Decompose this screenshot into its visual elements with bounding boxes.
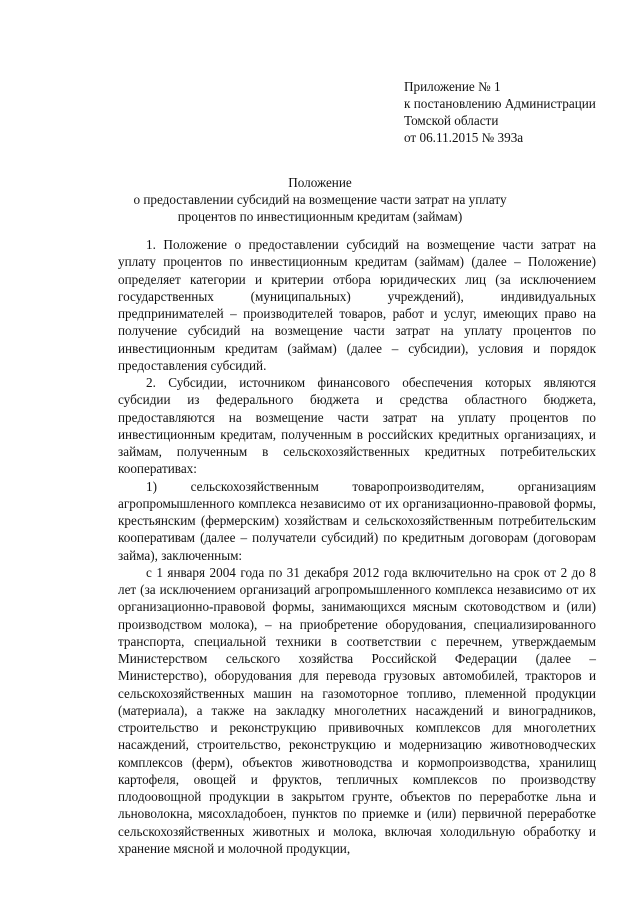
appendix-header — [404, 78, 634, 146]
paragraph-2: 2. Субсидии, источником финансового обеспечения которых являются субсидии из федерального бюджета и средства областного бюджета, предоставляются на возмещение части затрат на уплату процентов по инвестиционным кредитам, полученным в российских кредитных организациях, и займам, полученным в сельскохозяйственных кредитных потребительских кооперативах: — [118, 375, 596, 477]
paragraph-1: 1. Положение о предоставлении субсидий на возмещение части затрат на уплату процентов по инвестиционным кредитам (займам) (далее – Положение) определяет категории и критерии отбора юридических лиц (за исключением государственных (муниципальных) учреждений), индивидуальных предпринимателей – производителей товаров, работ и услуг, имеющих право на получение субсидий на возмещение части затрат на уплату процентов по инвестиционным кредитам (займам) (далее – субсидии), условия и порядок предоставления субсидий. — [118, 237, 596, 373]
title-line-2: о предоставлении субсидий на возмещение части затрат на уплату — [133, 192, 507, 207]
appendix-line-1: Приложение № 1 — [404, 79, 501, 94]
paragraph-4: с 1 января 2004 года по 31 декабря 2012 года включительно на срок от 2 до 8 лет (за исключением организаций агропромышленного комплекса независимо от их организационно-правовой формы, занимающихся мясным скотоводством и (или) производством молока), – на приобретение оборудования, специализированного транспорта, специальной техники в соответствии с перечнем, утверждаемым Министерством сельского хозяйства Российской Федерации (далее – Министерство), оборудования для перевода грузовых автомобилей, тракторов и сельскохозяйственных машин на газомоторное топливо, племенной продукции (материала), а также на закладку многолетних насаждений и виноградников, строительство и реконструкцию прививочных комплексов для многолетних насаждений, строительство, реконструкцию и модернизацию животноводческих комплексов (ферм), объектов животноводства и кормопроизводства, хранилищ картофеля, овощей и фруктов, тепличных комплексов по производству плодоовощной продукции в закрытом грунте, объектов по переработке льна и льноволокна, мясохладобоен, пунктов по приемке и (или) первичной переработке сельскохозяйственных животных и молока, включая холодильную обработку и хранение мясной и молочной продукции, — [118, 564, 596, 856]
paragraph-3: 1) сельскохозяйственным товаропроизводителям, организациям агропромышленного комплекса независимо от их организационно-правовой формы, крестьянским (фермерским) хозяйствам и сельскохозяйственным потребительским кооперативам (далее – получатели субсидий) по кредитным договорам (договорам займа), заключенным: — [118, 478, 596, 563]
document-title — [100, 174, 540, 225]
appendix-line-3: Томской области — [404, 113, 499, 128]
document-body — [118, 236, 596, 857]
appendix-line-2: к постановлению Администрации — [404, 96, 596, 111]
title-line-3: процентов по инвестиционным кредитам (займам) — [177, 209, 463, 224]
appendix-line-4: от 06.11.2015 № 393а — [404, 130, 524, 145]
title-line-1: Положение — [288, 175, 352, 190]
